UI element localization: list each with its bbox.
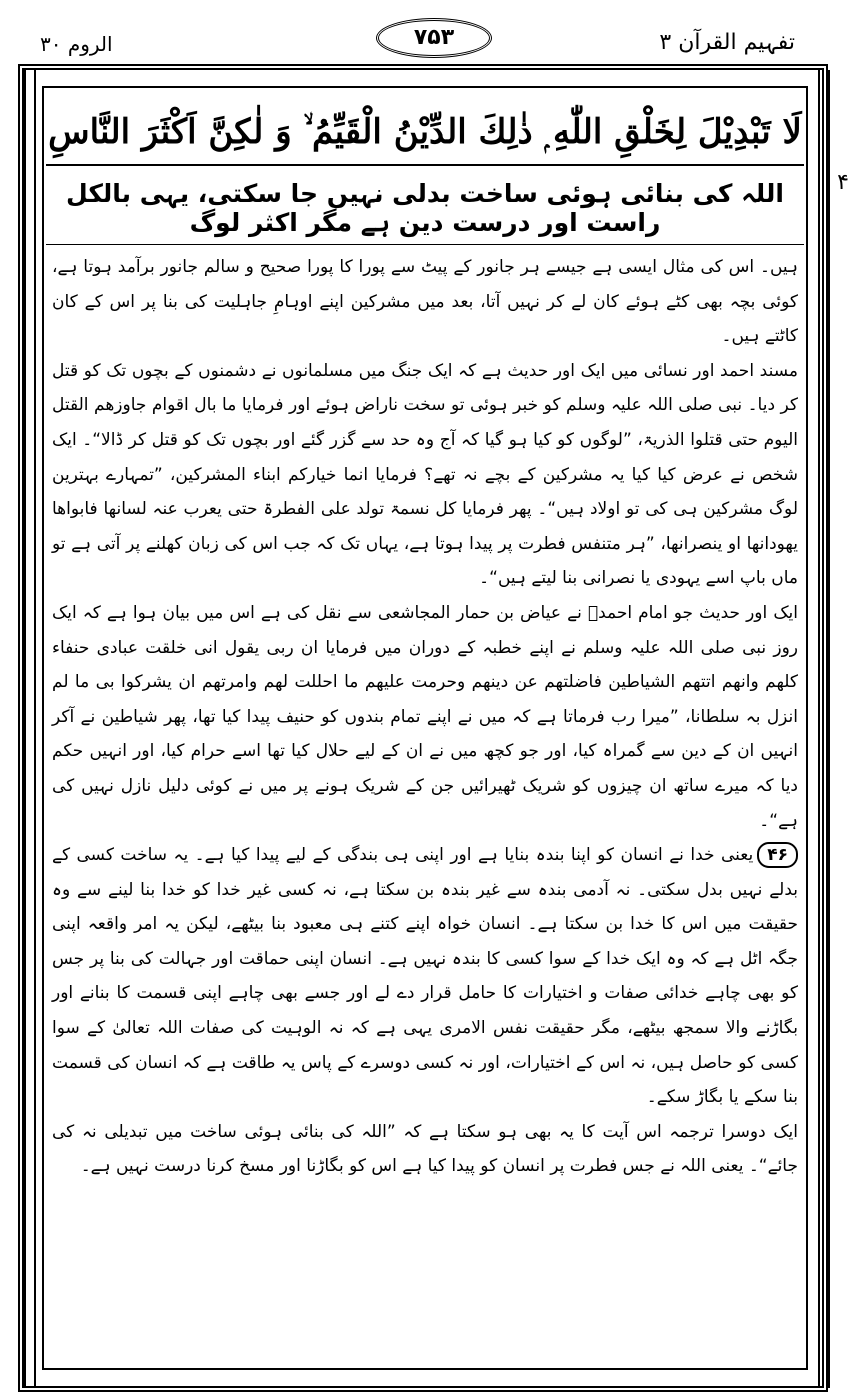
surah-name: الروم ۳۰ <box>40 32 113 56</box>
arabic-verse: لَا تَبْدِيْلَ لِخَلْقِ اللّٰهِ ۭ ذٰلِكَ الدِّيْنُ الْقَيِّمُ ۙ وَ لٰكِنَّ اَكْثَرَ النَّاسِ <box>46 100 804 166</box>
footnote-text: یعنی خدا نے انسان کو اپنا بندہ بنایا ہے اور اپنی ہی بندگی کے لیے پیدا کیا ہے۔ یہ ساخت کسی کے بدلے نہیں بدل سکتی۔ نہ آدمی بندہ سے غیر بندہ بن سکتا ہے، نہ کسی غیر خدا کو خدا بنا لینے سے وہ حقیقت میں اس کا خدا بن سکتا ہے۔ انسان خواہ اپنے کتنے ہی معبود بنا بیٹھے، لیکن یہ امر واقعہ اپنی جگہ اٹل ہے کہ وہ ایک خدا کے سوا کسی کا بندہ نہیں ہے۔ انسان اپنی حماقت اور جہالت کی بنا پر جس کو بھی چاہے خدائی صفات و اختیارات کا حامل قرار دے لے اور جسے بھی چاہے اپنی قسمت کا بنانے اور بگاڑنے والا سمجھ بیٹھے، مگر حقیقت نفس الامری یہی ہے کہ نہ الوہیت کی صفات اللہ تعالیٰ کے سوا کسی کو حاصل ہیں، نہ اس کے اختیارات، اور نہ کسی دوسرے کے پاس یہ طاقت ہے کہ انسان کی قسمت بنا سکے یا بگاڑ سکے۔ <box>52 845 798 1108</box>
page-number: ۷۵۳ <box>376 18 492 58</box>
right-pillar-ornament <box>818 70 830 1388</box>
verse-translation: اللہ کی بنائی ہوئی ساخت بدلی نہیں جا سکتی، یہی بالکل راست اور درست دین ہے مگر اکثر لوگ <box>46 172 804 245</box>
commentary-paragraph: ایک دوسرا ترجمہ اس آیت کا یہ بھی ہو سکتا ہے کہ ”اللہ کی بنائی ہوئی ساخت میں تبدیلی نہ کی جائے“۔ یعنی اللہ نے جس فطرت پر انسان کو پیدا کیا ہے اس کو بگاڑنا اور مسخ کرنا درست نہیں ہے۔ <box>52 1121 798 1177</box>
left-pillar-ornament <box>24 70 36 1388</box>
commentary-paragraph: مسند احمد اور نسائی میں ایک اور حدیث ہے کہ ایک جنگ میں مسلمانوں نے دشمنوں کے بچوں تک کو قتل کر دیا۔ نبی صلی اللہ علیہ وسلم کو خبر ہوئی تو سخت ناراض ہوئے اور فرمایا ما بال اقوام جاوزھم القتل الیوم حتی قتلوا الذریۃ، ”لوگوں کو کیا ہو گیا کہ آج وہ حد سے گزر گئے اور بچوں تک کو قتل کر ڈالا“۔ ایک شخص نے عرض کیا کیا یہ مشرکین کے بچے نہ تھے؟ فرمایا انما خیارکم ابناء المشرکین، ”تمہارے بہترین لوگ مشرکین ہی کی تو اولاد ہیں“۔ پھر فرمایا کل نسمۃ تولد علی الفطرۃ حتی یعرب عنہ لسانھا فابواھا یھودانھا او ینصرانھا، ”ہر متنفس فطرت پر پیدا ہوتا ہے، یہاں تک کہ جب اس کی زبان کھلنے پر آتی ہے تو ماں باپ اسے یہودی یا نصرانی بنا لیتے ہیں“۔ <box>52 360 798 589</box>
book-title: تفہیم القرآن ۳ <box>659 30 795 55</box>
footnote-paragraph <box>52 838 798 1115</box>
commentary-paragraph: ہیں۔ اس کی مثال ایسی ہے جیسے ہر جانور کے پیٹ سے پورا کا پورا صحیح و سالم جانور برآمد ہوتا ہے، کوئی بچہ بھی کٹے ہوئے کان لے کر نہیں آتا، بعد میں مشرکین اپنے اوہامِ جاہلیت کی بنا پر اس کے کان کاٹتے ہیں۔ <box>52 257 799 347</box>
footnote-number: ۴۶ <box>757 842 798 868</box>
commentary-body <box>52 250 798 1184</box>
page-header <box>0 0 857 62</box>
commentary-paragraph: ایک اور حدیث جو امام احمدؒ نے عیاض بن حمار المجاشعی سے نقل کی ہے اس میں بیان ہوا ہے کہ ایک روز نبی صلی اللہ علیہ وسلم نے اپنے خطبہ کے دوران میں فرمایا ان ربی یقول انی خلقت عبادی حنفاء کلھم وانھم اتتھم الشیاطین فاضلتھم عن دینھم وحرمت علیھم ما احللت لھم وامرتھم ان یشرکوا بی ما لم انزل بہ سلطانا، ”میرا رب فرماتا ہے کہ میں نے اپنے تمام بندوں کو حنیف پیدا کیا تھا، پھر شیاطین نے آکر انہیں ان کے دین سے گمراہ کیا، اور جو کچھ میں نے ان کے لیے حلال کیا تھا اسے حرام کیا، اور انہیں حکم دیا کہ میرے ساتھ ان چیزوں کو شریک ٹھیرائیں جن کے شریک ہونے پر میں نے کوئی دلیل نازل نہیں کی ہے“۔ <box>52 602 798 831</box>
margin-mark: ۴ <box>837 170 849 195</box>
